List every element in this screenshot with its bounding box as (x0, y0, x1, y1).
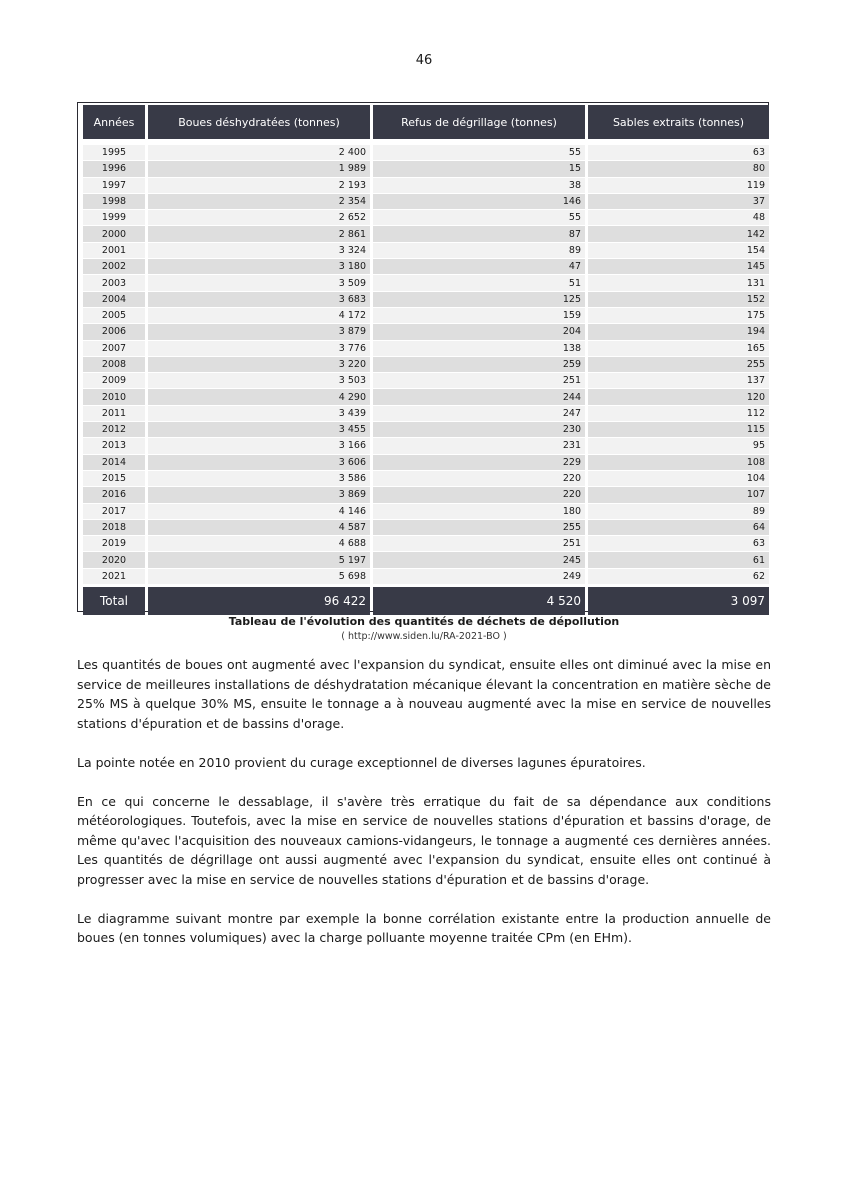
cell-year: 2010 (83, 389, 145, 405)
cell-screenings: 220 (373, 471, 585, 487)
cell-year: 2016 (83, 487, 145, 503)
table-row (83, 389, 769, 405)
cell-sludge: 3 324 (148, 243, 370, 259)
cell-screenings: 51 (373, 275, 585, 291)
header-sand: Sables extraits (tonnes) (588, 105, 769, 145)
cell-sand: 107 (588, 487, 769, 503)
table-header-row (83, 105, 769, 145)
table-row (83, 552, 769, 568)
cell-screenings: 230 (373, 422, 585, 438)
cell-sludge: 4 172 (148, 308, 370, 324)
cell-sludge: 4 587 (148, 520, 370, 536)
table-row (83, 357, 769, 373)
cell-sand: 61 (588, 552, 769, 568)
table-row (83, 161, 769, 177)
cell-screenings: 249 (373, 569, 585, 585)
cell-sludge: 3 683 (148, 292, 370, 308)
cell-year: 2004 (83, 292, 145, 308)
cell-sand: 165 (588, 341, 769, 357)
cell-sand: 48 (588, 210, 769, 226)
table-row (83, 422, 769, 438)
cell-screenings: 138 (373, 341, 585, 357)
total-screenings: 4 520 (373, 585, 585, 616)
cell-screenings: 204 (373, 324, 585, 340)
cell-sand: 154 (588, 243, 769, 259)
cell-year: 2009 (83, 373, 145, 389)
cell-screenings: 229 (373, 455, 585, 471)
table-row (83, 569, 769, 585)
table-row (83, 275, 769, 291)
table-source: ( http://www.siden.lu/RA-2021-BO ) (341, 631, 507, 642)
table-row (83, 243, 769, 259)
cell-screenings: 38 (373, 178, 585, 194)
paragraph: En ce qui concerne le dessablage, il s'avère très erratique du fait de sa dépendance aux conditions météorologiques. Toutefois, avec la mise en service de nouvelles stations d'épuration et bassins d'orage, de même qu'avec l'acquisition des nouveaux camions-vidangeurs, le tonnage a augmenté ces dernières années. Les quantités de dégrillage ont aussi augmenté avec l'expansion du syndicat, ensuite elles ont continué à progresser avec la mise en service de nouvelles stations d'épuration et de bassins d'orage. (77, 793, 771, 887)
page-number: 46 (415, 53, 433, 68)
cell-year: 2014 (83, 455, 145, 471)
cell-year: 2001 (83, 243, 145, 259)
table-row (83, 226, 769, 242)
table-row (83, 471, 769, 487)
table-row (83, 373, 769, 389)
cell-year: 2013 (83, 438, 145, 454)
cell-sand: 80 (588, 161, 769, 177)
table-row (83, 194, 769, 210)
cell-sand: 64 (588, 520, 769, 536)
cell-sludge: 4 688 (148, 536, 370, 552)
cell-year: 1998 (83, 194, 145, 210)
cell-year: 1996 (83, 161, 145, 177)
cell-year: 2003 (83, 275, 145, 291)
cell-screenings: 259 (373, 357, 585, 373)
cell-sand: 175 (588, 308, 769, 324)
cell-sludge: 4 146 (148, 504, 370, 520)
cell-sludge: 1 989 (148, 161, 370, 177)
cell-screenings: 89 (373, 243, 585, 259)
cell-sand: 152 (588, 292, 769, 308)
cell-screenings: 245 (373, 552, 585, 568)
cell-sand: 255 (588, 357, 769, 373)
table-row (83, 292, 769, 308)
cell-sand: 63 (588, 536, 769, 552)
cell-sand: 142 (588, 226, 769, 242)
cell-year: 2008 (83, 357, 145, 373)
cell-screenings: 55 (373, 210, 585, 226)
waste-quantities-table (80, 105, 772, 616)
cell-sand: 89 (588, 504, 769, 520)
cell-year: 2018 (83, 520, 145, 536)
cell-screenings: 47 (373, 259, 585, 275)
cell-sludge: 3 166 (148, 438, 370, 454)
cell-screenings: 15 (373, 161, 585, 177)
cell-sludge: 2 652 (148, 210, 370, 226)
cell-sludge: 3 455 (148, 422, 370, 438)
cell-year: 2017 (83, 504, 145, 520)
cell-screenings: 247 (373, 406, 585, 422)
table-row (83, 455, 769, 471)
cell-sand: 104 (588, 471, 769, 487)
cell-sludge: 3 220 (148, 357, 370, 373)
cell-sludge: 3 503 (148, 373, 370, 389)
cell-sludge: 3 586 (148, 471, 370, 487)
paragraph: Le diagramme suivant montre par exemple la bonne corrélation existante entre la production annuelle de boues (en tonnes volumiques) avec la charge polluante moyenne traitée CPm (en EHm). (77, 910, 771, 945)
cell-screenings: 125 (373, 292, 585, 308)
cell-year: 2005 (83, 308, 145, 324)
cell-year: 2020 (83, 552, 145, 568)
cell-sludge: 3 509 (148, 275, 370, 291)
cell-year: 2012 (83, 422, 145, 438)
cell-sludge: 3 776 (148, 341, 370, 357)
cell-sand: 137 (588, 373, 769, 389)
table-row (83, 210, 769, 226)
cell-sludge: 3 439 (148, 406, 370, 422)
table-row (83, 504, 769, 520)
cell-sludge: 3 606 (148, 455, 370, 471)
cell-sludge: 5 698 (148, 569, 370, 585)
paragraph: La pointe notée en 2010 provient du curage exceptionnel de diverses lagunes épuratoires. (77, 754, 646, 770)
total-sand: 3 097 (588, 585, 769, 616)
cell-sand: 145 (588, 259, 769, 275)
table-row (83, 438, 769, 454)
cell-year: 1997 (83, 178, 145, 194)
cell-screenings: 159 (373, 308, 585, 324)
header-sludge: Boues déshydratées (tonnes) (148, 105, 370, 145)
table-total-row (83, 585, 769, 616)
table-row (83, 145, 769, 161)
cell-sand: 120 (588, 389, 769, 405)
cell-year: 2015 (83, 471, 145, 487)
cell-sludge: 3 879 (148, 324, 370, 340)
cell-screenings: 251 (373, 373, 585, 389)
table-row (83, 308, 769, 324)
cell-year: 2007 (83, 341, 145, 357)
cell-year: 2000 (83, 226, 145, 242)
body-text (77, 655, 771, 967)
cell-sludge: 3 180 (148, 259, 370, 275)
cell-screenings: 251 (373, 536, 585, 552)
cell-sludge: 5 197 (148, 552, 370, 568)
cell-sludge: 3 869 (148, 487, 370, 503)
cell-sludge: 2 400 (148, 145, 370, 161)
table-row (83, 259, 769, 275)
cell-sludge: 4 290 (148, 389, 370, 405)
cell-screenings: 180 (373, 504, 585, 520)
cell-sand: 194 (588, 324, 769, 340)
table-row (83, 324, 769, 340)
cell-sand: 37 (588, 194, 769, 210)
cell-screenings: 231 (373, 438, 585, 454)
table-row (83, 406, 769, 422)
total-label: Total (83, 585, 145, 616)
cell-year: 2021 (83, 569, 145, 585)
cell-sand: 95 (588, 438, 769, 454)
cell-year: 1995 (83, 145, 145, 161)
table-caption: Tableau de l'évolution des quantités de déchets de dépollution (228, 615, 620, 628)
header-screenings: Refus de dégrillage (tonnes) (373, 105, 585, 145)
header-years: Années (83, 105, 145, 145)
table-row (83, 536, 769, 552)
table-row (83, 341, 769, 357)
cell-year: 2006 (83, 324, 145, 340)
cell-sludge: 2 354 (148, 194, 370, 210)
cell-year: 2019 (83, 536, 145, 552)
cell-sand: 108 (588, 455, 769, 471)
cell-sand: 62 (588, 569, 769, 585)
cell-sludge: 2 861 (148, 226, 370, 242)
cell-sand: 119 (588, 178, 769, 194)
cell-screenings: 55 (373, 145, 585, 161)
cell-sludge: 2 193 (148, 178, 370, 194)
cell-screenings: 244 (373, 389, 585, 405)
cell-screenings: 220 (373, 487, 585, 503)
table-row (83, 520, 769, 536)
cell-year: 2002 (83, 259, 145, 275)
cell-screenings: 87 (373, 226, 585, 242)
paragraph: Les quantités de boues ont augmenté avec l'expansion du syndicat, ensuite elles ont diminué avec la mise en service de meilleures installations de déshydratation mécanique élevant la concentration en matière sèche de 25% MS à quelque 30% MS, ensuite le tonnage a à nouveau augmenté avec la mise en service de nouvelles stations d'épuration et de bassins d'orage. (77, 657, 771, 731)
cell-screenings: 255 (373, 520, 585, 536)
table-body (83, 145, 769, 585)
table-row (83, 487, 769, 503)
total-sludge: 96 422 (148, 585, 370, 616)
cell-sand: 63 (588, 145, 769, 161)
cell-year: 2011 (83, 406, 145, 422)
cell-year: 1999 (83, 210, 145, 226)
waste-table-frame (77, 102, 769, 612)
cell-sand: 115 (588, 422, 769, 438)
cell-sand: 131 (588, 275, 769, 291)
table-row (83, 178, 769, 194)
cell-sand: 112 (588, 406, 769, 422)
cell-screenings: 146 (373, 194, 585, 210)
